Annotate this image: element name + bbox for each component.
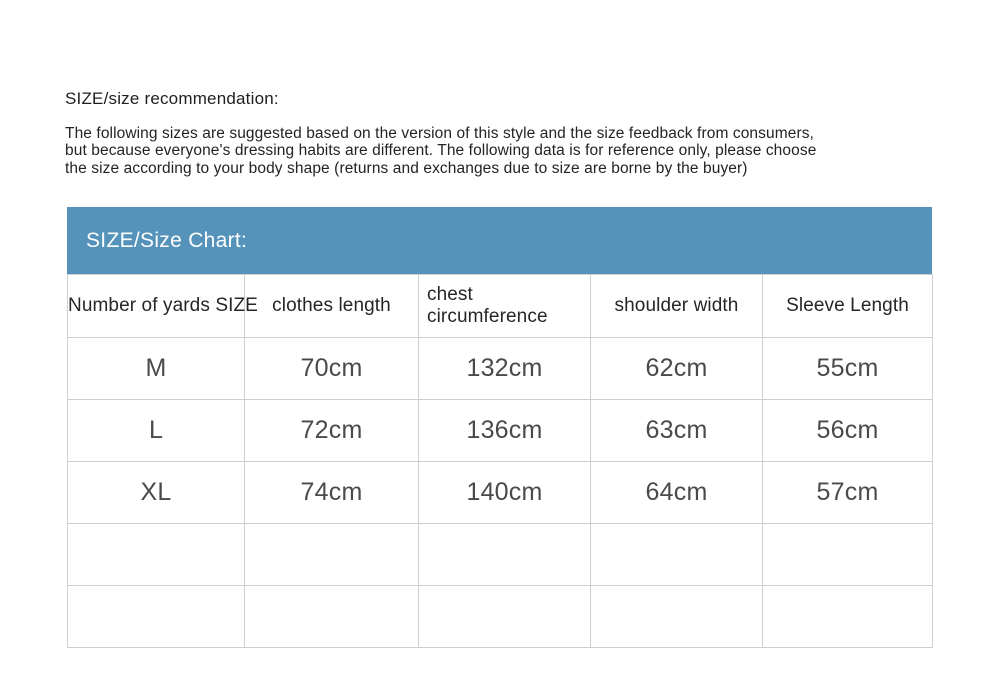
- size-chart-table: [67, 274, 933, 648]
- cell-size: [68, 586, 245, 648]
- table-header-row: [68, 275, 933, 338]
- column-header-shoulder-width: shoulder width: [591, 275, 763, 338]
- cell-chest: 140cm: [419, 462, 591, 524]
- cell-shoulder: [591, 524, 763, 586]
- cell-size: L: [68, 400, 245, 462]
- cell-shoulder: 63cm: [591, 400, 763, 462]
- size-chart-title-bar: [67, 207, 932, 274]
- table-row-l: [68, 400, 933, 462]
- description-line: but because everyone's dressing habits are different. The following data is for reference only, please choose: [65, 142, 817, 160]
- cell-sleeve: 55cm: [763, 338, 933, 400]
- cell-shoulder: 62cm: [591, 338, 763, 400]
- cell-shoulder: [591, 586, 763, 648]
- cell-sleeve: [763, 524, 933, 586]
- page-title: SIZE/size recommendation:: [65, 89, 279, 109]
- column-header-clothes-length: clothes length: [245, 275, 419, 338]
- size-chart-title: SIZE/Size Chart:: [86, 228, 248, 252]
- table-row-empty: [68, 524, 933, 586]
- cell-shoulder: 64cm: [591, 462, 763, 524]
- cell-sleeve: [763, 586, 933, 648]
- description-line: The following sizes are suggested based on the version of this style and the size feedback from consumers,: [65, 125, 814, 142]
- table-row-m: [68, 338, 933, 400]
- size-description: [65, 125, 945, 177]
- cell-sleeve: 57cm: [763, 462, 933, 524]
- cell-size: [68, 524, 245, 586]
- table-row-xl: [68, 462, 933, 524]
- cell-chest: [419, 586, 591, 648]
- cell-size: M: [68, 338, 245, 400]
- cell-clothes-length: 74cm: [245, 462, 419, 524]
- description-line: the size according to your body shape (returns and exchanges due to size are borne by the buyer): [65, 159, 748, 177]
- column-header-chest-circumference: chest circumference: [419, 275, 591, 338]
- cell-sleeve: 56cm: [763, 400, 933, 462]
- table-row-empty: [68, 586, 933, 648]
- cell-chest: 136cm: [419, 400, 591, 462]
- cell-clothes-length: [245, 524, 419, 586]
- column-header-sleeve-length: Sleeve Length: [763, 275, 933, 338]
- cell-clothes-length: 72cm: [245, 400, 419, 462]
- cell-size: XL: [68, 462, 245, 524]
- column-header-size: Number of yards SIZE: [68, 275, 245, 338]
- cell-clothes-length: 70cm: [245, 338, 419, 400]
- cell-chest: [419, 524, 591, 586]
- cell-clothes-length: [245, 586, 419, 648]
- cell-chest: 132cm: [419, 338, 591, 400]
